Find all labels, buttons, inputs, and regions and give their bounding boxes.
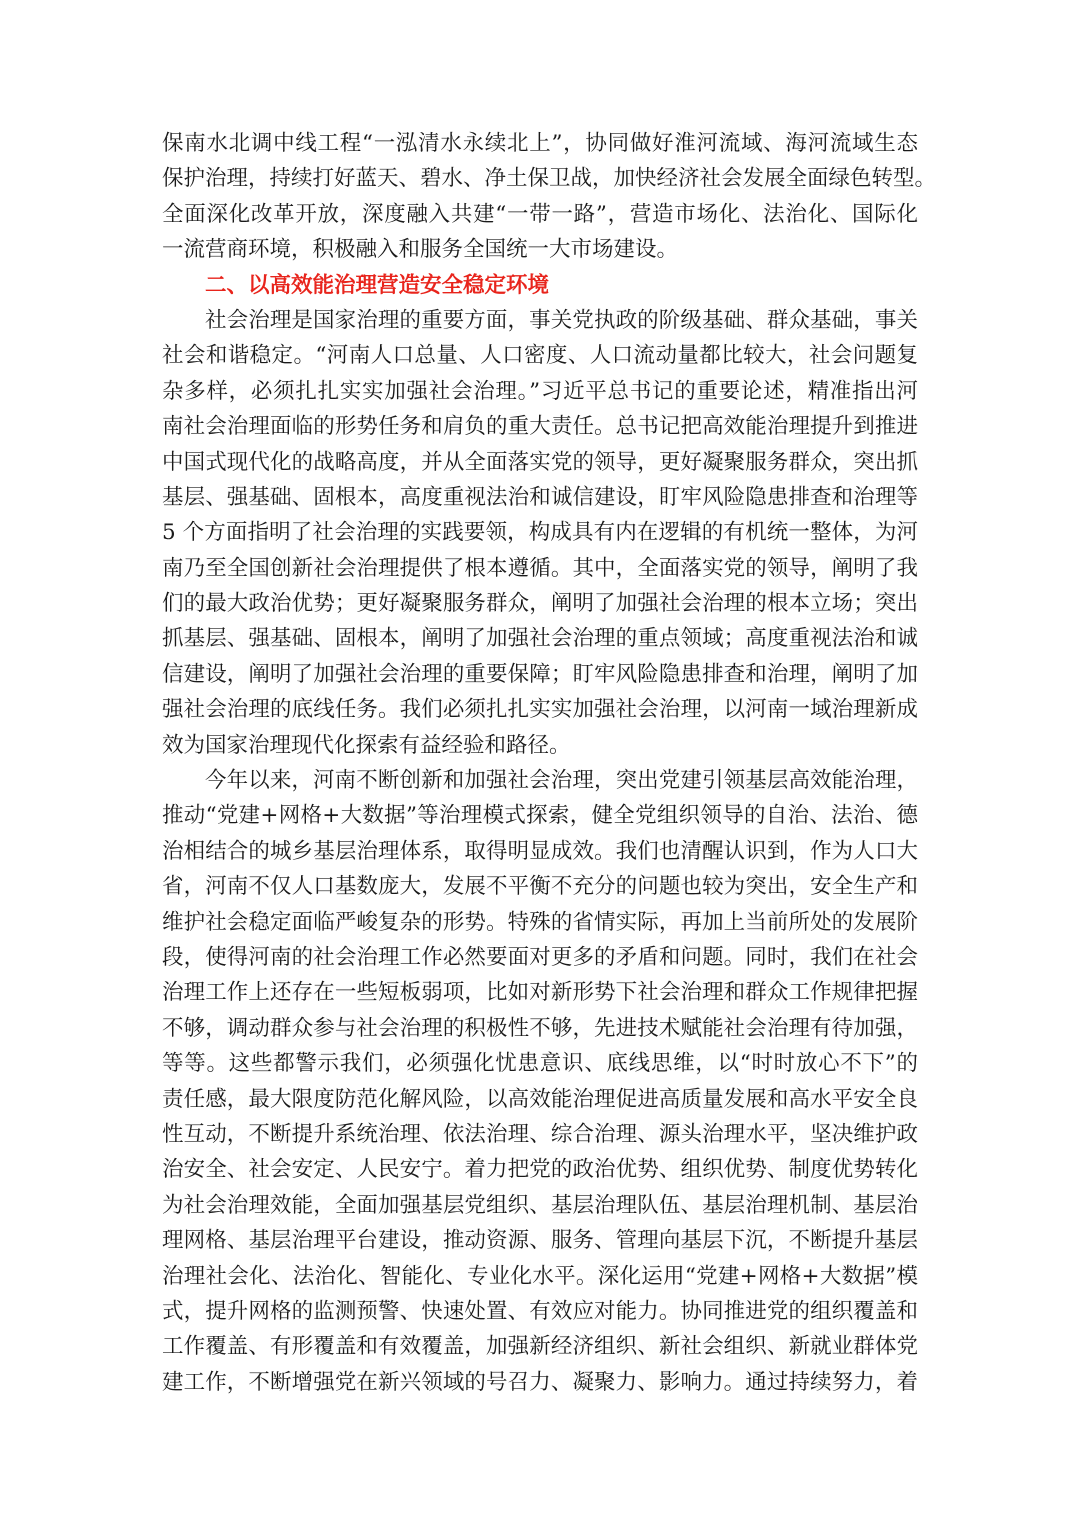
text-line: 5 个方面指明了社会治理的实践要领，构成具有内在逻辑的有机统一整体，为河	[162, 520, 918, 546]
text-line: 保南水北调中线工程“一泓清水永续北上”，协同做好淮河流域、海河流域生态	[162, 131, 918, 156]
text-line: 等等。这些都警示我们，必须强化忧患意识、底线思维，以“时时放心不下”的	[162, 1051, 918, 1077]
intro-paragraph	[162, 126, 937, 268]
text-line: 段，使得河南的社会治理工作必然要面对更多的矛盾和问题。同时，我们在社会	[162, 944, 918, 970]
text-line: 效为国家治理现代化探索有益经验和路径。	[162, 732, 571, 758]
text-line: 工作覆盖、有形覆盖和有效覆盖，加强新经济组织、新社会组织、新就业群体党	[162, 1334, 918, 1360]
section-heading: 二、以高效能治理营造安全稳定环境	[205, 272, 550, 298]
text-line: 治安全、社会安定、人民安宁。着力把党的政治优势、组织优势、制度优势转化	[162, 1157, 918, 1183]
text-line: 抓基层、强基础、固根本，阐明了加强社会治理的重点领域；高度重视法治和诚	[162, 626, 918, 652]
text-line: 治相结合的城乡基层治理体系，取得明显成效。我们也清醒认识到，作为人口大	[162, 838, 918, 864]
paragraph-social-governance	[162, 303, 918, 763]
text-line: 信建设，阐明了加强社会治理的重要保障；盯牢风险隐患排查和治理，阐明了加	[162, 661, 918, 687]
text-line: 强社会治理的底线任务。我们必须扎扎实实加强社会治理，以河南一域治理新成	[162, 697, 918, 723]
text-line: 社会治理是国家治理的重要方面，事关党执政的阶级基础、群众基础，事关	[205, 307, 918, 333]
text-line: 维护社会稳定面临严峻复杂的形势。特殊的省情实际，再加上当前所处的发展阶	[162, 909, 918, 935]
text-line: 责任感，最大限度防范化解风险，以高效能治理促进高质量发展和高水平安全良	[162, 1086, 918, 1112]
text-line: 一流营商环境，积极融入和服务全国统一大市场建设。	[162, 237, 679, 263]
paragraph-this-year	[162, 763, 918, 1400]
text-line: 省，河南不仅人口基数庞大，发展不平衡不充分的问题也较为突出，安全生产和	[162, 874, 918, 900]
text-line: 式，提升网格的监测预警、快速处置、有效应对能力。协同推进党的组织覆盖和	[162, 1298, 918, 1324]
text-line: 性互动，不断提升系统治理、依法治理、综合治理、源头治理水平，坚决维护政	[162, 1121, 918, 1147]
text-line: 基层、强基础、固根本，高度重视法治和诚信建设，盯牢风险隐患排查和治理等	[162, 484, 918, 510]
document-page	[162, 126, 937, 1400]
text-line: 全面深化改革开放，深度融入共建“一带一路”，营造市场化、法治化、国际化	[162, 201, 918, 227]
text-line: 为社会治理效能，全面加强基层党组织、基层治理队伍、基层治理机制、基层治	[162, 1192, 918, 1218]
text-line: 南社会治理面临的形势任务和肩负的重大责任。总书记把高效能治理提升到推进	[162, 414, 918, 440]
text-line: 中国式现代化的战略高度，并从全面落实党的领导，更好凝聚服务群众，突出抓	[162, 449, 918, 475]
text-line: 保护治理，持续打好蓝天、碧水、净土保卫战，加快经济社会发展全面绿色转型。	[162, 166, 937, 192]
text-line: 治理工作上还存在一些短板弱项，比如对新形势下社会治理和群众工作规律把握	[162, 980, 918, 1006]
text-line: 社会和谐稳定。“河南人口总量、人口密度、人口流动量都比较大，社会问题复	[162, 343, 918, 369]
text-line: 们的最大政治优势；更好凝聚服务群众，阐明了加强社会治理的根本立场；突出	[162, 591, 918, 617]
text-line: 推动“党建+网格+大数据”等治理模式探索，健全党组织领导的自治、法治、德	[162, 803, 918, 829]
text-line: 不够，调动群众参与社会治理的积极性不够，先进技术赋能社会治理有待加强，	[162, 1015, 918, 1041]
text-line: 杂多样，必须扎扎实实加强社会治理。”习近平总书记的重要论述，精准指出河	[162, 378, 918, 404]
text-line: 今年以来，河南不断创新和加强社会治理，突出党建引领基层高效能治理，	[205, 768, 918, 794]
text-line: 建工作，不断增强党在新兴领域的号召力、凝聚力、影响力。通过持续努力，着	[162, 1369, 918, 1395]
text-line: 治理社会化、法治化、智能化、专业化水平。深化运用“党建+网格+大数据”模	[162, 1263, 918, 1289]
text-line: 理网格、基层治理平台建设，推动资源、服务、管理向基层下沉，不断提升基层	[162, 1228, 918, 1254]
text-line: 南乃至全国创新社会治理提供了根本遵循。其中，全面落实党的领导，阐明了我	[162, 555, 918, 581]
